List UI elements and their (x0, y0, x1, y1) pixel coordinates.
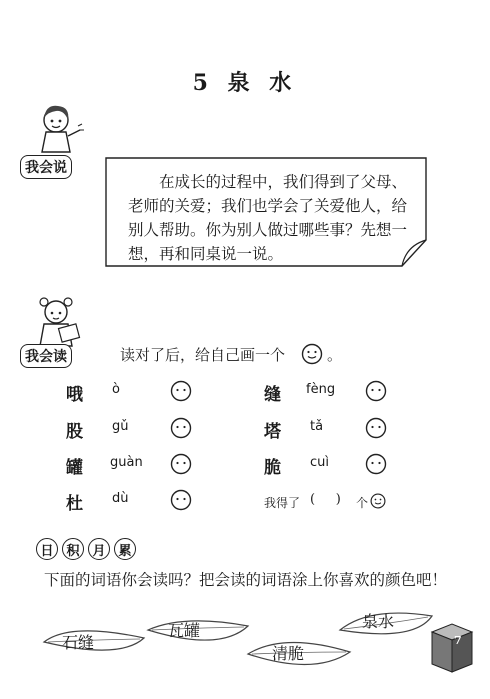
pinyin-item: dù (112, 491, 129, 506)
vocab-word[interactable]: 石缝 (62, 633, 95, 652)
vocab-word[interactable]: 泉水 (362, 612, 395, 631)
pinyin-item: tǎ (310, 419, 324, 434)
char-item: 哦 (66, 385, 83, 405)
blank-face-icon[interactable] (170, 489, 192, 511)
tally-blank[interactable]: ( ) (310, 492, 341, 507)
blank-face-icon[interactable] (365, 417, 387, 439)
read-instruction-end: 。 (327, 346, 343, 364)
page-title: 5 泉 水 (192, 70, 298, 96)
pinyin-item: cuì (310, 455, 329, 470)
vocab-word[interactable]: 清脆 (272, 644, 305, 663)
pinyin-item: guàn (110, 455, 143, 470)
badge-accumulate-char: 月 (88, 538, 110, 560)
pinyin-item: ò (112, 382, 120, 397)
tally-unit: 个 (356, 496, 369, 510)
badge-accumulate-char: 累 (114, 538, 136, 560)
char-item: 杜 (66, 494, 83, 514)
badge-accumulate-char: 积 (62, 538, 84, 560)
blank-face-icon[interactable] (170, 380, 192, 402)
speak-prompt-text: 在成长的过程中，我们得到了父母、老师的关爱；我们也学会了关爱他人，给别人帮助。你为别人做过哪些事？先想一想，再和同桌说一说。 (128, 173, 408, 263)
blank-face-icon[interactable] (365, 453, 387, 475)
badge-read: 我会读 (20, 344, 72, 368)
page-cube-icon (426, 618, 476, 678)
char-item: 塔 (264, 422, 281, 442)
pinyin-item: gǔ (112, 419, 129, 434)
char-item: 缝 (264, 385, 281, 405)
blank-face-icon[interactable] (365, 380, 387, 402)
girl-reading-icon (30, 292, 86, 348)
char-item: 罐 (66, 458, 83, 478)
badge-speak: 我会说 (20, 155, 72, 179)
blank-face-icon[interactable] (170, 453, 192, 475)
page-number: 7 (454, 634, 462, 647)
blank-face-icon[interactable] (170, 417, 192, 439)
vocab-question: 下面的词语你会读吗？把会读的词语涂上你喜欢的颜色吧！ (44, 571, 448, 589)
smiley-icon (301, 343, 323, 365)
girl-speaking-icon (30, 98, 86, 154)
read-instruction: 读对了后，给自己画一个 (120, 346, 286, 364)
smiley-icon (370, 493, 386, 509)
char-item: 脆 (264, 458, 281, 478)
pinyin-item: fèng (306, 382, 336, 397)
tally-text: 我得了 (264, 496, 301, 510)
char-item: 股 (66, 422, 83, 442)
badge-accumulate-char: 日 (36, 538, 58, 560)
vocab-word[interactable]: 瓦罐 (168, 621, 201, 640)
